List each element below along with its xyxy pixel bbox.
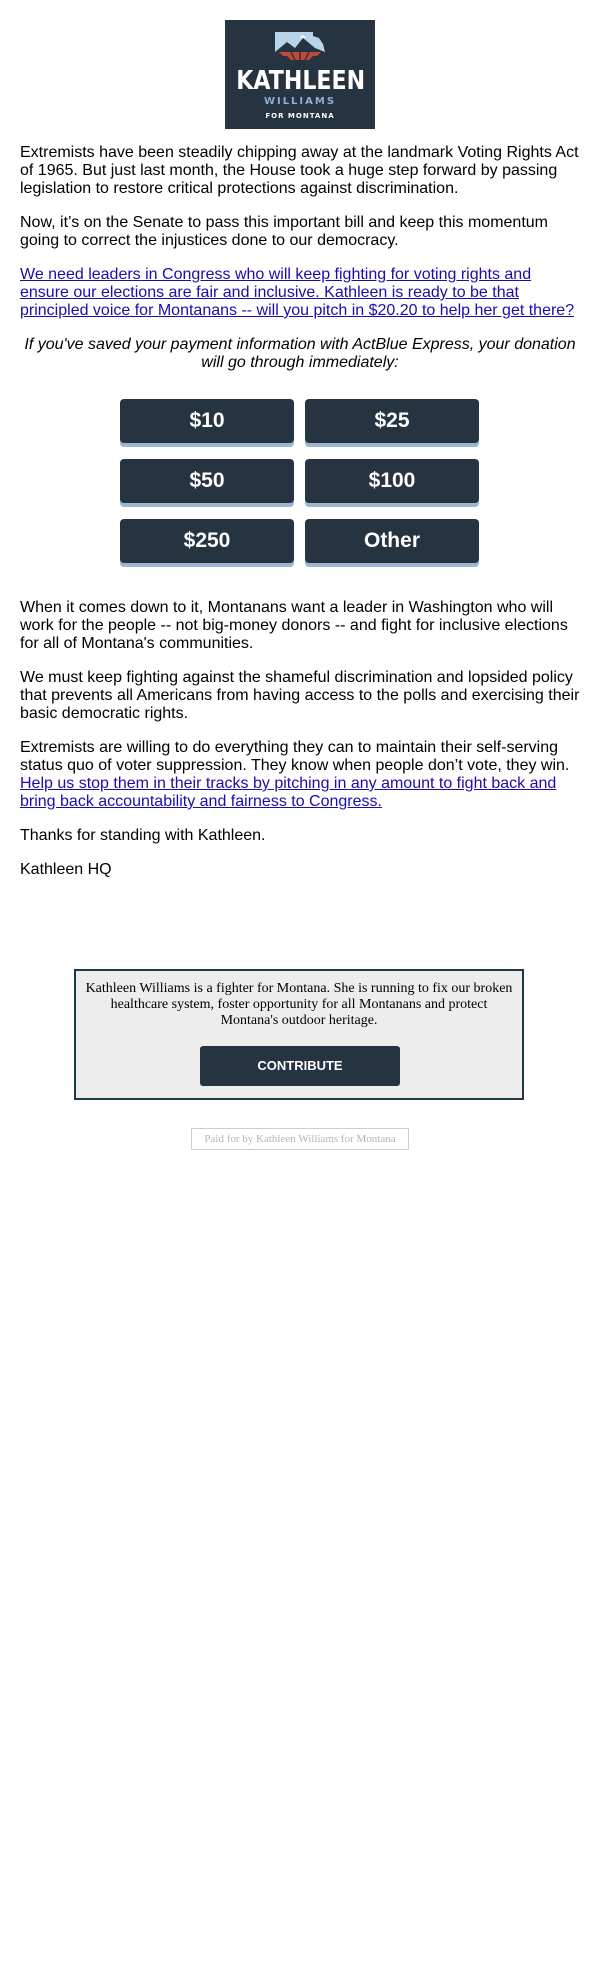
donate-10-button[interactable]: $10 [120,399,294,443]
actblue-express-note: If you've saved your payment information with ActBlue Express, your donation will go through immediately: [24,336,576,371]
logo-state: FOR MONTANA [265,112,335,120]
logo-name: KATHLEEN [236,66,366,96]
donation-ask-paragraph [20,266,580,320]
paid-for-disclaimer: Paid for by Kathleen Williams for Montana [191,1128,409,1150]
signature: Kathleen HQ [20,861,112,878]
body-paragraph-6 [20,739,580,811]
body-paragraph-2: Now, it’s on the Senate to pass this important bill and keep this momentum going to correct the injustices done to our democracy. [20,214,548,249]
body-paragraph-6-text: Extremists are willing to do everything they can to maintain their self-serving status quo of voter suppression. They know when people don’t vote, they win. [20,739,570,774]
logo-surname: WILLIAMS [263,96,337,107]
donate-25-button[interactable]: $25 [305,399,479,443]
donation-ask-link[interactable]: We need leaders in Congress who will keep fighting for voting rights and ensure our elections are fair and inclusive. Kathleen is ready to be that principled voice for Montanans -- will you pitch in $20.20 to help her get there? [20,266,575,319]
donate-50-button[interactable]: $50 [120,459,294,503]
body-paragraph-4: When it comes down to it, Montanans want a leader in Washington who will work for the people -- not big-money donors -- and fight for inclusive elections for all of Montana's communities. [20,599,568,652]
donate-250-button[interactable]: $250 [120,519,294,563]
donate-other-button[interactable]: Other [305,519,479,563]
campaign-logo [225,20,375,129]
donate-100-button[interactable]: $100 [305,459,479,503]
thanks-line: Thanks for standing with Kathleen. [20,827,266,844]
footer-contribute-box [74,969,524,1100]
contribute-button[interactable]: CONTRIBUTE [200,1046,400,1086]
fight-back-link[interactable]: Help us stop them in their tracks by pitching in any amount to fight back and bring back accountability and fairness to Congress. [20,775,557,810]
footer-blurb: Kathleen Williams is a fighter for Montana. She is running to fix our broken healthcare system, foster opportunity for all Montanans and protect Montana's outdoor heritage. [85,981,513,1028]
montana-landscape-icon [273,30,327,62]
body-paragraph-1: Extremists have been steadily chipping away at the landmark Voting Rights Act of 1965. But just last month, the House took a huge step forward by passing legislation to restore critical protections against discrimination. [20,144,579,197]
body-paragraph-5: We must keep fighting against the shameful discrimination and lopsided policy that prevents all Americans from having access to the polls and exercising their basic democratic rights. [20,669,580,722]
